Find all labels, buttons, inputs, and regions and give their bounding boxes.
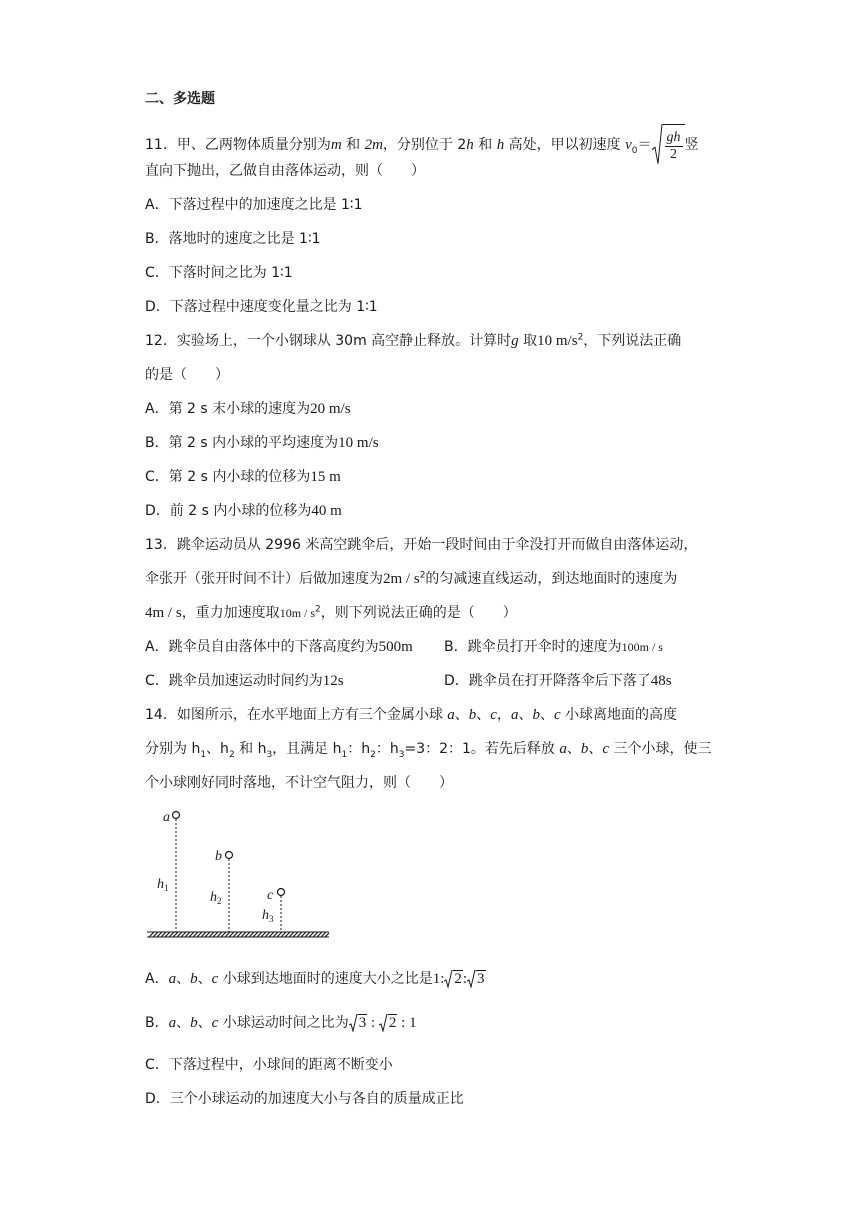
q14-l2g: =3：2：1。若先后释放 [404,741,560,757]
q11-frac-den: 2 [670,146,677,162]
q14-sep6: 、 [588,741,603,757]
q14-b-text: 小球运动时间之比为 [218,1015,349,1031]
q12-c-value: 15 m [310,469,341,485]
q14-var-b2: b [532,707,540,723]
q14-var-a: a [447,707,455,723]
q13-option-c[interactable] [145,672,344,690]
ball-a [173,812,180,819]
sqrt-icon [379,1014,388,1032]
q14-a-label: A． [145,971,169,987]
q13-option-a[interactable] [145,638,413,656]
q14-a-r3: 3 [477,971,485,987]
q13-a-value: 500m [378,639,413,655]
q13-gexp: 2 [315,604,321,615]
q14-sub1b: 1 [341,749,348,760]
q14-option-c[interactable]: C．下落过程中，小球间的距离不断变小 [145,1057,393,1073]
q14-l2f: ：h [375,741,399,757]
q12-a-text: A．第 2 s 末小球的速度为 [145,401,311,417]
q13-line2 [145,570,677,588]
q11-v0-sub: 0 [631,145,638,156]
q14-comma: ， [496,707,511,723]
label-h3: $h_3$ [262,908,274,924]
q14-sub2: 2 [228,749,235,760]
q14-line1-a: 14．如图所示，在水平地面上方有三个金属小球 [145,707,448,723]
q14-var-b: b [468,707,477,723]
q13-d-value: 48s [650,673,672,689]
q14-a-text: 小球到达地面时的速度大小之比是 [218,971,433,987]
q11-and2: 和 [473,137,497,153]
q14-a-sep1: 、 [176,971,191,987]
sqrt-icon [349,1014,358,1032]
q14-l2d: ，且满足 h [272,741,342,757]
ball-c [278,889,285,896]
q11-sqrt-formula [652,124,685,166]
q12-d-text: D．前 2 s 内小球的位移为 [145,503,312,519]
q12-b-value: 10 m/s [338,435,379,451]
q12-line2: 的是（ ） [145,367,229,383]
q14-sub3: 3 [266,749,273,760]
q13-line2-a: 伞张开（张开时间不计）后做加速度为 [145,571,383,587]
q14-a-var-b: b [190,971,198,987]
q14-line3: 个小球刚好同时落地，不计空气阻力，则（ ） [145,775,453,791]
q13-option-d[interactable] [444,672,672,690]
q14-l2b: 、h [206,741,229,757]
label-h1: $h_1$ [157,877,169,893]
q14-a-sep2: 、 [197,971,212,987]
q14-a-ratio-1: 1: [432,971,445,987]
q14-a-colon: : [462,971,468,987]
q13-option-b[interactable] [444,638,663,656]
q14-option-d[interactable]: D．三个小球运动的加速度大小与各自的质量成正比 [145,1091,464,1107]
q11-fraction [665,130,683,163]
q14-sep2: 、 [476,707,491,723]
q11-end: 竖 [684,137,699,153]
q12-a-value: 20 m/s [310,401,351,417]
sqrt-icon [467,970,476,988]
q11-frac-num: gh [666,129,681,145]
q14-line1 [145,706,677,724]
q14-var-c: c [490,707,497,723]
q12-option-b[interactable] [145,434,379,452]
q14-b-tail: : 1 [397,1015,417,1031]
q14-var-a2: a [510,707,519,723]
q11-option-a[interactable]: A．下落过程中的加速度之比是 1∶1 [145,197,363,213]
q14-option-b[interactable] [145,1014,417,1032]
q14-a-r2: 2 [454,971,462,987]
q14-b-sep1: 、 [176,1015,191,1031]
q12-stem-b: ，下列说法正确 [583,333,682,349]
q11-speed: 高处，甲以初速度 [504,137,626,153]
q12-b-text: B．第 2 s 内小球的平均速度为 [145,435,339,451]
q11-pos: ，分别位于 2 [382,137,467,153]
label-a: a [163,810,170,825]
q12-gval: 10 m/s [537,333,578,349]
q14-b-var-a: a [168,1015,177,1031]
section-title: 二、多选题 [145,91,215,107]
q14-var-b3: b [580,741,589,757]
q12-gexp: 2 [577,332,584,343]
q11-h2: h [496,137,505,153]
sqrt-icon [444,970,453,988]
q14-option-a[interactable] [145,970,486,988]
q12-d-value: 40 m [311,503,342,519]
q12-stem [145,332,681,350]
q13-c-text: C．跳伞员加速运动时间约为 [145,673,323,689]
q11-line2: 直向下抛出，乙做自由落体运动，则（ ） [145,163,425,179]
q13-gval: 10m / s [279,606,316,620]
q13-c-value: 12s [322,673,344,689]
q13-line3 [145,604,517,622]
q12-take: 取 [518,333,538,349]
q11-option-b[interactable]: B．落地时的速度之比是 1∶1 [145,231,321,247]
q14-var-c2: c [553,707,561,723]
q13-v: 4m / s [145,605,182,621]
label-h2: $h_2$ [210,890,222,906]
q13-d-text: D．跳伞员在打开降落伞后下落了 [444,673,651,689]
q13-line3-b: ，则下列说法正确的是（ ） [320,605,517,621]
q13-b-text: B．跳伞员打开伞时的速度为 [444,639,622,655]
q13-b-value: 100m / s [621,640,663,654]
q11-stem-text: 11．甲、乙两物体质量分别为 [145,137,331,153]
q13-line3-a: ，重力加速度取 [181,605,280,621]
q12-option-c[interactable] [145,468,341,486]
q14-figure [145,800,335,945]
q12-stem-a: 12．实验场上，一个小钢球从 30m 高空静止释放。计算时 [145,333,512,349]
label-b: b [215,849,222,864]
q14-a-var-c: c [211,971,219,987]
q14-a-var-a: a [168,971,177,987]
q14-a-sqrt2 [444,970,463,988]
q14-a-sqrt3 [467,970,486,988]
q14-l2h: 三个小球，使三 [609,741,712,757]
ball-b [226,852,233,859]
q14-var-c3: c [602,741,610,757]
q11-eq: ＝ [637,137,652,153]
q13-line2-b: 的匀减速直线运动，到达地面时的速度为 [425,571,678,587]
q14-sub3b: 3 [398,749,405,760]
label-c: c [267,888,274,903]
q14-sep4: 、 [539,707,554,723]
q14-b-r2: 2 [388,1015,397,1031]
q11-stem [145,124,699,164]
q11-option-c[interactable]: C．下落时间之比为 1∶1 [145,265,293,281]
q11-mass-2m: 2m [364,137,383,153]
q14-var-a3: a [559,741,567,757]
q14-l2a: 分别为 h [145,741,201,757]
q12-option-d[interactable] [145,502,342,520]
q14-line2 [145,740,712,764]
q14-b-sqrt3 [349,1014,368,1032]
q14-b-colon: : [367,1015,379,1031]
q11-and: 和 [341,137,365,153]
q13-acc-exp: 2 [419,570,426,581]
q11-mass-m: m [330,137,342,153]
q12-option-a[interactable] [145,400,351,418]
q14-sub1: 1 [200,749,207,760]
q14-b-sep2: 、 [197,1015,212,1031]
q14-sep3: 、 [518,707,533,723]
q13-a-text: A．跳伞员自由落体中的下落高度约为 [145,639,379,655]
q14-l2c: 和 h [234,741,267,757]
q12-c-text: C．第 2 s 内小球的位移为 [145,469,311,485]
q11-v0: v [625,137,632,153]
q13-acc: 2m / s [383,571,420,587]
sqrt-icon [652,124,663,166]
q14-sep5: 、 [566,741,581,757]
q14-b-label: B． [145,1015,169,1031]
q14-line1-c: 小球离地面的高度 [560,707,678,723]
q14-l2e: ：h [347,741,371,757]
q14-b-var-b: b [190,1015,198,1031]
q13-line1: 13．跳伞运动员从 2996 米高空跳伞后，开始一段时间由于伞没打开而做自由落体运动， [145,537,698,553]
q11-h: h [466,137,474,153]
q12-g: g [511,333,519,349]
q14-b-r3: 3 [358,1015,367,1031]
q14-sub2b: 2 [370,749,376,760]
q14-b-var-c: c [211,1015,219,1031]
q14-sep1: 、 [454,707,469,723]
q14-b-sqrt2 [379,1014,398,1032]
q11-option-d[interactable]: D．下落过程中速度变化量之比为 1∶1 [145,299,378,315]
